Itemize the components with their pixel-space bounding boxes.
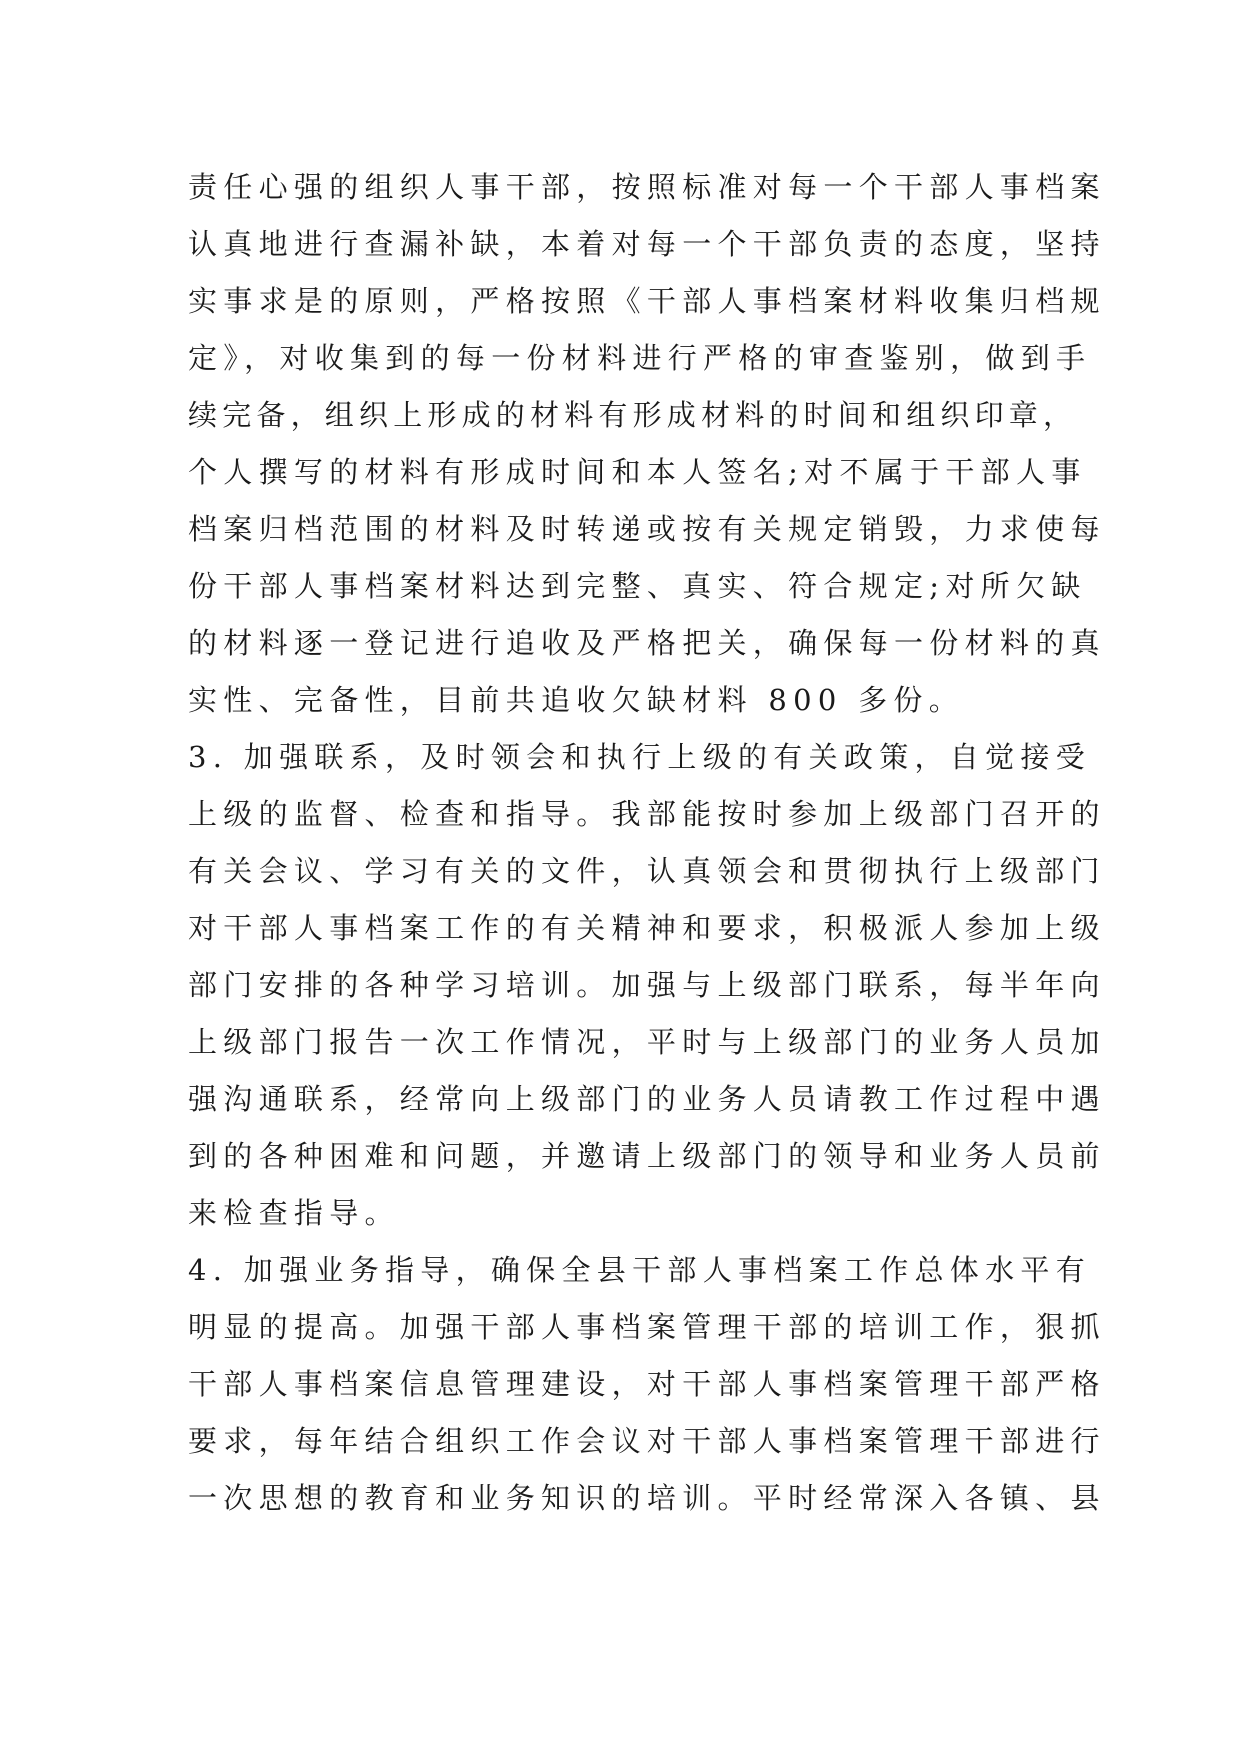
text-line: 要求，每年结合组织工作会议对干部人事档案管理干部进行 <box>188 1424 1106 1458</box>
text-line: 定》，对收集到的每一份材料进行严格的审查鉴别，做到手 <box>188 341 1092 375</box>
text-line: 到的各种困难和问题，并邀请上级部门的领导和业务人员前 <box>188 1139 1106 1173</box>
text-line: 有关会议、学习有关的文件，认真领会和贯彻执行上级部门 <box>188 854 1106 888</box>
text-line: 上级的监督、检查和指导。我部能按时参加上级部门召开的 <box>188 797 1106 831</box>
text-line: 续完备，组织上形成的材料有形成材料的时间和组织印章， <box>188 398 1078 432</box>
text-line: 实事求是的原则，严格按照《干部人事档案材料收集归档规 <box>188 284 1106 318</box>
body-text <box>188 159 1106 1527</box>
text-line: 干部人事档案信息管理建设，对干部人事档案管理干部严格 <box>188 1367 1106 1401</box>
text-line: 责任心强的组织人事干部，按照标准对每一个干部人事档案 <box>188 170 1106 204</box>
text-line: 对干部人事档案工作的有关精神和要求，积极派人参加上级 <box>188 911 1106 945</box>
text-line: 3. 加强联系，及时领会和执行上级的有关政策，自觉接受 <box>188 740 1091 774</box>
text-line: 强沟通联系，经常向上级部门的业务人员请教工作过程中遇 <box>188 1082 1106 1116</box>
text-line: 上级部门报告一次工作情况，平时与上级部门的业务人员加 <box>188 1025 1106 1059</box>
text-line: 份干部人事档案材料达到完整、真实、符合规定;对所欠缺 <box>188 569 1087 603</box>
text-line: 的材料逐一登记进行追收及严格把关，确保每一份材料的真 <box>188 626 1106 660</box>
text-line: 明显的提高。加强干部人事档案管理干部的培训工作，狠抓 <box>188 1310 1106 1344</box>
text-line: 实性、完备性，目前共追收欠缺材料 800 多份。 <box>188 683 964 717</box>
text-line: 4. 加强业务指导，确保全县干部人事档案工作总体水平有 <box>188 1253 1091 1287</box>
text-line: 个人撰写的材料有形成时间和本人签名;对不属于干部人事 <box>188 455 1087 489</box>
text-line: 一次思想的教育和业务知识的培训。平时经常深入各镇、县 <box>188 1481 1106 1515</box>
text-line: 档案归档范围的材料及时转递或按有关规定销毁，力求使每 <box>188 512 1106 546</box>
text-line: 部门安排的各种学习培训。加强与上级部门联系，每半年向 <box>188 968 1106 1002</box>
text-line: 认真地进行查漏补缺，本着对每一个干部负责的态度，坚持 <box>188 227 1106 261</box>
text-line: 来检查指导。 <box>188 1196 400 1230</box>
